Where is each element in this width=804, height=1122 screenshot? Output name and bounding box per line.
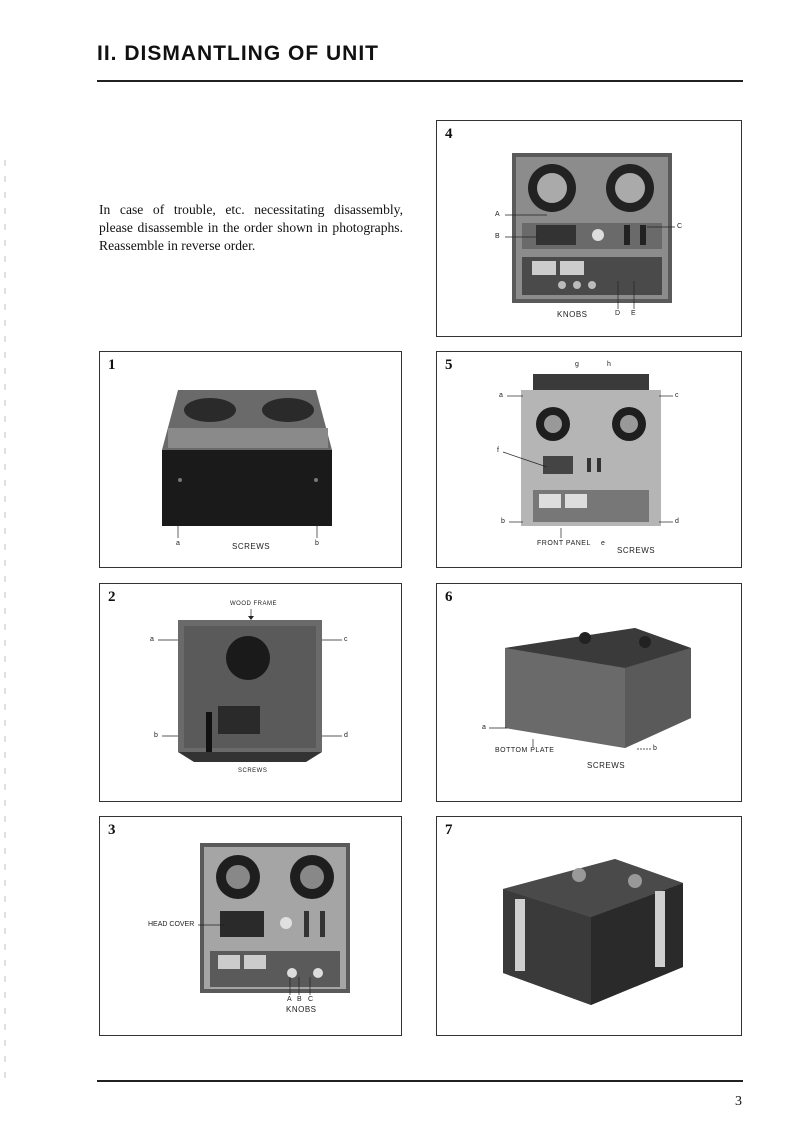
label-A: A [495,211,500,218]
panel-3 [99,816,402,1036]
label-b: b [315,540,319,547]
panel-number: 6 [445,589,453,605]
panel-4 [436,120,742,337]
label-C: C [308,996,314,1003]
panel-number: 3 [108,822,116,838]
front-panel-label: FRONT PANEL [537,540,591,547]
leader-lines [100,817,401,1035]
page-title: II. DISMANTLING OF UNIT [97,42,379,65]
label-b: b [653,745,657,752]
caption-screws: SCREWS [238,768,268,774]
leader-lines [437,121,741,336]
caption-screws: SCREWS [587,761,626,770]
label-a: a [150,636,154,643]
label-D: D [615,310,621,317]
label-e: e [601,540,605,547]
label-g: g [575,361,579,368]
label-B: B [495,233,500,240]
label-h: h [607,361,611,368]
label-A: A [287,996,292,1003]
chassis-bottom-removed-photo [495,839,685,1009]
intro-paragraph [99,201,403,255]
label-d: d [344,732,348,739]
scan-edge-marks [2,0,8,1122]
label-d: d [675,518,679,525]
bottom-rule [97,1080,743,1082]
page-number: 3 [735,1094,742,1109]
label-C: C [677,223,683,230]
panel-number: 5 [445,357,453,373]
caption-knobs: KNOBS [557,310,588,319]
leader-lines [100,352,401,567]
rear-view-photo [178,620,322,762]
top-rule [97,80,743,82]
panel-number: 2 [108,589,116,605]
label-b: b [154,732,158,739]
caption-knobs: KNOBS [286,1005,317,1014]
label-f: f [497,447,499,454]
head-cover-label: HEAD COVER [148,921,195,928]
label-a: a [499,392,503,399]
label-a: a [482,724,486,731]
panel-number: 1 [108,357,116,373]
label-a: a [176,540,180,547]
panel-7 [436,816,742,1036]
label-E: E [631,310,636,317]
label-c: c [344,636,348,643]
panel-2 [99,583,402,802]
label-B: B [297,996,302,1003]
panel-1 [99,351,402,568]
wood-frame-label: WOOD FRAME [230,601,277,607]
label-b: b [501,518,505,525]
panel-6 [436,583,742,802]
bottom-plate-label: BOTTOM PLATE [495,747,555,754]
intro-text: In case of trouble, etc. necessitating disassembly, please disassemble in the order shown in photographs. Reassemble in reverse order. [99,202,403,253]
panel-number: 7 [445,822,453,838]
caption-screws: SCREWS [232,542,271,551]
label-c: c [675,392,679,399]
panel-number: 4 [445,126,453,142]
caption-screws: SCREWS [617,546,656,555]
leader-lines [437,352,741,567]
panel-5 [436,351,742,568]
